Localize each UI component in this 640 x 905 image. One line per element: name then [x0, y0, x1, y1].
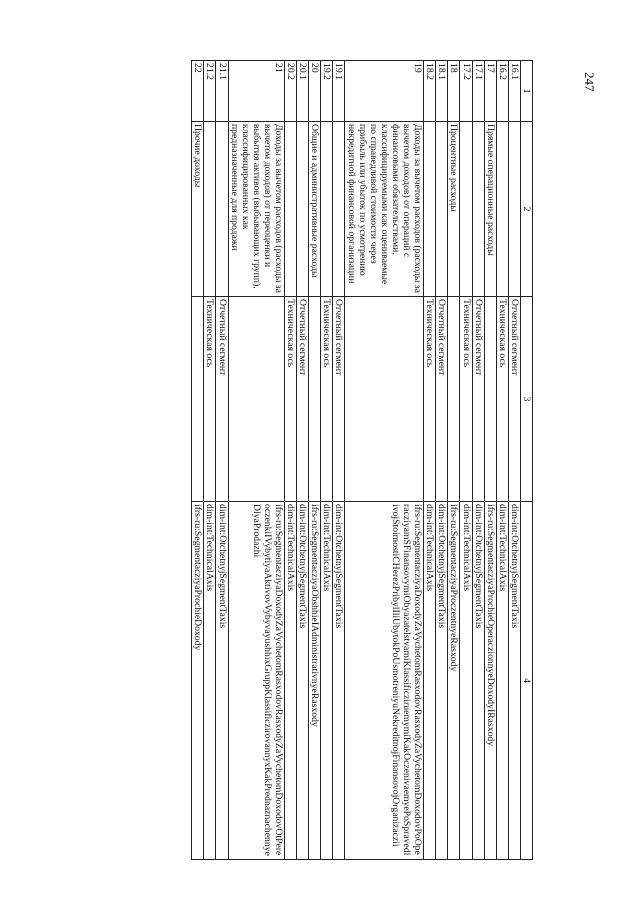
header-cell-2: 2	[520, 122, 532, 297]
row-code-cell: dim-int:OtchetnyjSegmentTaxis	[436, 502, 448, 860]
row-name-cell	[508, 122, 520, 297]
row-axis-cell: Техническая ось	[285, 297, 297, 502]
row-number-cell: 16.1	[508, 61, 520, 122]
row-number-cell: 18	[448, 61, 460, 122]
row-name-cell	[436, 122, 448, 297]
row-name-cell	[297, 122, 309, 297]
table-row	[448, 61, 460, 860]
row-number-cell: 20.1	[297, 61, 309, 122]
row-name-cell	[333, 122, 345, 297]
row-code-cell: dim-int:OtchetnyjSegmentTaxis	[216, 502, 228, 860]
row-axis-cell: Отчетный сегмент	[333, 297, 345, 502]
row-code-cell: ifrs-ru:SegmentacziyaObshhieIAdministrativnyeRasxody	[309, 502, 321, 860]
header-cell-4: 4	[520, 502, 532, 860]
row-name-cell	[424, 122, 436, 297]
row-axis-cell	[192, 297, 204, 502]
row-axis-cell	[484, 297, 496, 502]
row-number-cell: 21.2	[204, 61, 216, 122]
table-row	[309, 61, 321, 860]
row-number-cell: 19	[345, 61, 424, 122]
row-axis-cell: Техническая ось	[204, 297, 216, 502]
row-code-cell: ifrs-ru:SegmentacziyaProchieDoxody	[192, 502, 204, 860]
row-code-cell: dim-int:OtchetnyjSegmentTaxis	[472, 502, 484, 860]
row-axis-cell	[345, 297, 424, 502]
row-code-cell: dim-int:TechnicalAxis	[285, 502, 297, 860]
table-row	[321, 61, 333, 860]
row-number-cell: 17.2	[460, 61, 472, 122]
row-axis-cell: Отчетный сегмент	[508, 297, 520, 502]
row-code-cell: dim-int:OtchetnyjSegmentTaxis	[508, 502, 520, 860]
row-name-cell: Прямые операционные расходы	[484, 122, 496, 297]
row-name-cell: Прочие доходы	[192, 122, 204, 297]
row-code-cell: dim-int:TechnicalAxis	[204, 502, 216, 860]
row-code-cell: dim-int:TechnicalAxis	[496, 502, 508, 860]
row-name-cell: Доходы за вычетом расходов (расходы за вычетом доходов) от операций с финансовыми обязательствами, классифицируемыми как оцениваемые по справедливой стоимости через прибыль или убыток по усмотрению некредитной финансовой организации	[345, 122, 424, 297]
table-row	[333, 61, 345, 860]
row-axis-cell: Отчетный сегмент	[472, 297, 484, 502]
row-code-cell: dim-int:OtchetnyjSegmentTaxis	[297, 502, 309, 860]
row-code-cell: dim-int:OtchetnyjSegmentTaxis	[333, 502, 345, 860]
table-row	[228, 61, 284, 860]
table-row	[345, 61, 424, 860]
segment-taxonomy-table	[191, 60, 533, 860]
row-number-cell: 16.2	[496, 61, 508, 122]
row-number-cell: 17.1	[472, 61, 484, 122]
row-number-cell: 21.1	[216, 61, 228, 122]
row-number-cell: 20.2	[285, 61, 297, 122]
row-name-cell: Доходы за вычетом расходов (расходы за вычетом доходов) от переоценки и выбытия активов (выбывающих групп), классифицированных как предназначенные для продажи	[228, 122, 284, 297]
row-number-cell: 22	[192, 61, 204, 122]
row-axis-cell: Техническая ось	[496, 297, 508, 502]
row-axis-cell	[228, 297, 284, 502]
row-code-cell: ifrs-ru:SegmentacziyaProchieOperaczionnyeDoxodyIRasxody	[484, 502, 496, 860]
row-number-cell: 20	[309, 61, 321, 122]
header-cell-1: 1	[520, 61, 532, 122]
row-code-cell: dim-int:TechnicalAxis	[321, 502, 333, 860]
header-cell-3: 3	[520, 297, 532, 502]
rotated-table-wrapper	[113, 60, 533, 860]
row-name-cell	[496, 122, 508, 297]
row-axis-cell: Техническая ось	[460, 297, 472, 502]
table-row	[192, 61, 204, 860]
row-axis-cell	[309, 297, 321, 502]
table-row	[285, 61, 297, 860]
row-code-cell: dim-int:TechnicalAxis	[424, 502, 436, 860]
row-number-cell: 21	[228, 61, 284, 122]
table-row	[472, 61, 484, 860]
table-row	[436, 61, 448, 860]
table-row	[460, 61, 472, 860]
row-number-cell: 18.1	[436, 61, 448, 122]
row-axis-cell: Отчетный сегмент	[436, 297, 448, 502]
page-number: 247	[582, 72, 597, 92]
row-name-cell	[460, 122, 472, 297]
row-name-cell	[321, 122, 333, 297]
row-name-cell	[216, 122, 228, 297]
row-code-cell: ifrs-ru:SegmentacziyaDoxodyZaVychetomRasxodovRasxodyZaVychetomDoxodovOtPereoczenkiIVybytiyaAktivovVybyvayushhixGruppKlassificzirovannyxKakPrednaznachennyeDlyaProdazhi	[228, 502, 284, 860]
table-row	[484, 61, 496, 860]
row-number-cell: 19.2	[321, 61, 333, 122]
table-row	[496, 61, 508, 860]
row-number-cell: 19.1	[333, 61, 345, 122]
row-code-cell: dim-int:TechnicalAxis	[460, 502, 472, 860]
table-row	[508, 61, 520, 860]
row-name-cell: Процентные расходы	[448, 122, 460, 297]
table-row	[297, 61, 309, 860]
row-axis-cell: Отчетный сегмент	[297, 297, 309, 502]
row-code-cell: ifrs-ru:SegmentacziyaDoxodyZaVychetomRasxodovRasxodyZaVychetomDoxodovPoOperacziyamSFinansovymiObyazatelstvamiKlassificziruemymiKakOczenivaemyePoSpravedlivojStoimostiCHerezPribylIliUbytokPoUsmotreniyuNekreditnojFinansovojOrganizaczii	[345, 502, 424, 860]
row-code-cell: ifrs-ru:SegmentacziyaProczentnyeRasxody	[448, 502, 460, 860]
table-row	[424, 61, 436, 860]
row-name-cell	[472, 122, 484, 297]
row-number-cell: 18.2	[424, 61, 436, 122]
row-number-cell: 17	[484, 61, 496, 122]
table-row	[216, 61, 228, 860]
row-axis-cell	[448, 297, 460, 502]
row-name-cell	[204, 122, 216, 297]
row-axis-cell: Техническая ось	[424, 297, 436, 502]
row-name-cell	[285, 122, 297, 297]
table-body	[192, 61, 533, 860]
row-axis-cell: Техническая ось	[321, 297, 333, 502]
row-name-cell: Общие и административные расходы	[309, 122, 321, 297]
table-row	[204, 61, 216, 860]
row-axis-cell: Отчетный сегмент	[216, 297, 228, 502]
table-header-row	[520, 61, 532, 860]
